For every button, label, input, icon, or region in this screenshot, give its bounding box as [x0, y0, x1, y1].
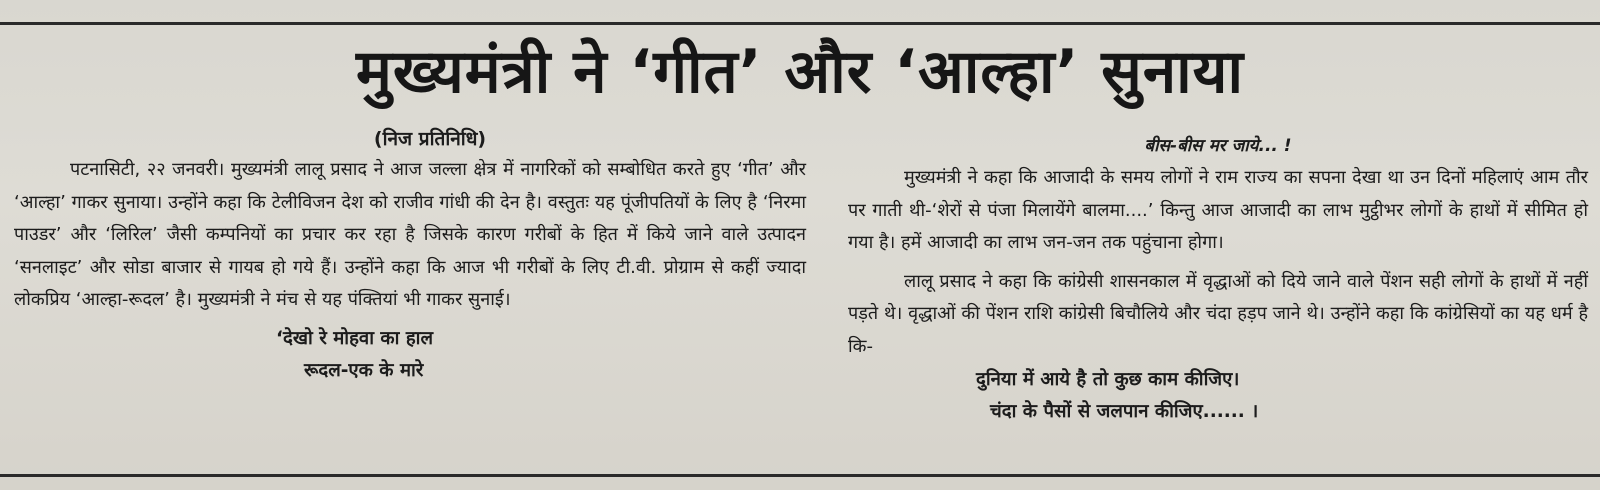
left-verse [276, 323, 806, 387]
top-rule [0, 22, 1600, 25]
headline: मुख्यमंत्री ने ‘गीत’ और ‘आल्हा’ सुनाया [356, 37, 1244, 107]
right-column [848, 130, 1588, 428]
byline: (निज प्रतिनिधि) [373, 128, 487, 150]
subheading: बीस-बीस मर जाये... ! [1144, 136, 1292, 156]
right-verse [976, 364, 1588, 428]
left-verse-line-1: ‘देखो रे मोहवा का हाल [276, 327, 434, 349]
left-paragraph: पटनासिटी, २२ जनवरी। मुख्यमंत्री लालू प्रसाद ने आज जल्ला क्षेत्र में नागरिकों को सम्बोधित करते हुए ‘गीत’ और ‘आल्हा’ गाकर सुनाया। उन्होंने कहा कि टेलीविजन देश को राजीव गांधी की देन है। वस्तुतः यह पूंजीपतियों के लिए है ‘निरमा पाउडर’ और ‘लिरिल’ जैसी कम्पनियों का प्रचार कर रहा है जिसके कारण गरीबों के हित में किये जाने वाले उत्पादन ‘सनलाइट’ और सोडा बाजार से गायब हो गये हैं। उन्होंने कहा कि आज भी गरीबों के लिए टी.वी. प्रोग्राम से कहीं ज्यादा लोकप्रिय ‘आल्हा-रूदल’ है। मुख्यमंत्री ने मंच से यह पंक्तियां भी गाकर सुनाई। [14, 159, 806, 311]
right-verse-line-1: दुनिया में आये है तो कुछ काम कीजिए। [976, 368, 1240, 390]
right-paragraph-1: मुख्यमंत्री ने कहा कि आजादी के समय लोगों ने राम राज्य का सपना देखा था उन दिनों महिलाएं आम तौर पर गाती थी-‘शेरों से पंजा मिलायेंगे बालमा....’ किन्तु आज आजादी का लाभ मुट्ठीभर लोगों के हाथों में सीमित हो गया है। हमें आजादी का लाभ जन-जन तक पहुंचाना होगा। [848, 167, 1588, 254]
right-paragraph-2: लालू प्रसाद ने कहा कि कांग्रेसी शासनकाल में वृद्धाओं को दिये जाने वाले पेंशन सही लोगों के हाथों में नहीं पड़ते थे। वृद्धाओं की पेंशन राशि कांग्रेसी बिचौलिये और चंदा हड़प जाने थे। उन्होंने कहा कि कांग्रेसियों का यह धर्म है कि- [848, 270, 1588, 357]
bottom-rule [0, 474, 1600, 477]
left-column [14, 124, 806, 387]
left-verse-line-2: रूदल-एक के मारे [304, 359, 424, 381]
right-verse-line-2: चंदा के पैसों से जलपान कीजिए...... । [990, 400, 1259, 422]
